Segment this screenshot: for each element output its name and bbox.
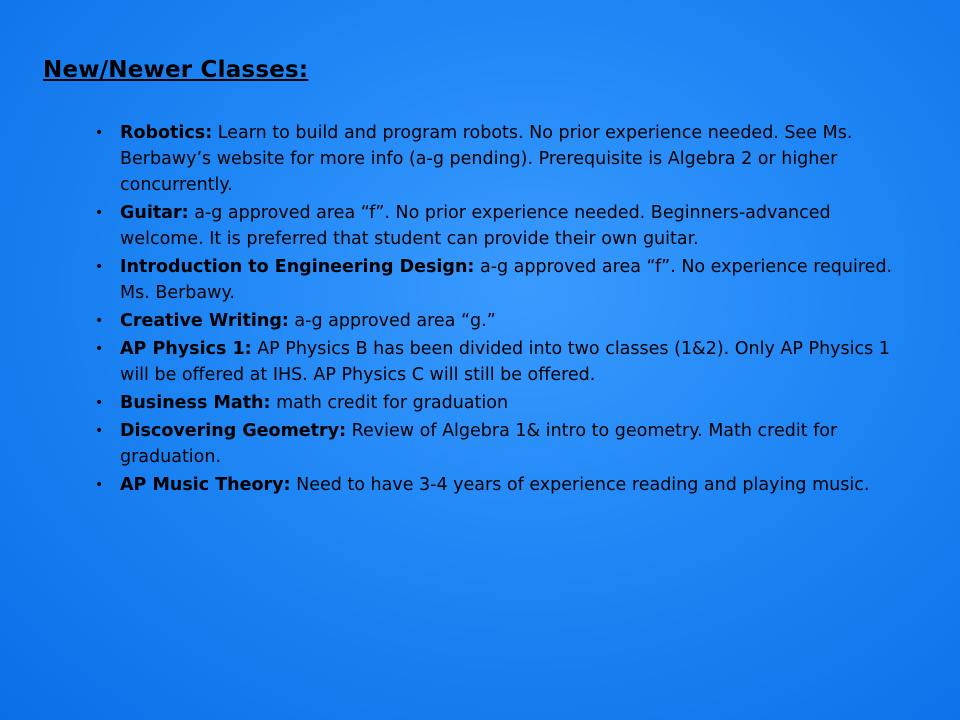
page-title: New/Newer Classes:	[43, 57, 309, 83]
list-item	[95, 418, 895, 470]
class-description: AP Physics B has been divided into two classes (1&2). Only AP Physics 1 will be offered at IHS. AP Physics C will still be offered.	[120, 339, 890, 385]
list-item	[95, 390, 895, 416]
class-name: Introduction to Engineering Design:	[120, 257, 475, 277]
list-item	[95, 472, 895, 498]
class-name: Robotics:	[120, 123, 213, 143]
class-description: math credit for graduation	[270, 393, 509, 413]
class-description: Review of Algebra 1& intro to geometry. Math credit for graduation.	[120, 421, 838, 467]
class-name: Creative Writing:	[120, 311, 289, 331]
list-item	[95, 336, 895, 388]
class-description: a-g approved area “g.”	[288, 311, 496, 331]
class-name: Guitar:	[120, 203, 189, 223]
class-name: AP Physics 1:	[120, 339, 252, 359]
list-item	[95, 308, 895, 334]
list-item	[95, 254, 895, 306]
list-item	[95, 200, 895, 252]
class-name: Discovering Geometry:	[120, 421, 347, 441]
class-list	[95, 120, 895, 500]
list-item	[95, 120, 895, 198]
class-name: Business Math:	[120, 393, 271, 413]
class-description: Learn to build and program robots. No prior experience needed. See Ms. Berbawy’s website for more info (a-g pending). Prerequisite is Algebra 2 or higher concurrently.	[120, 123, 853, 195]
class-name: AP Music Theory:	[120, 475, 291, 495]
class-description: Need to have 3-4 years of experience reading and playing music.	[290, 475, 870, 495]
class-description: a-g approved area “f”. No prior experience needed. Beginners-advanced welcome. It is preferred that student can provide their own guitar.	[120, 203, 831, 249]
class-description: a-g approved area “f”. No experience required. Ms. Berbawy.	[120, 257, 893, 303]
